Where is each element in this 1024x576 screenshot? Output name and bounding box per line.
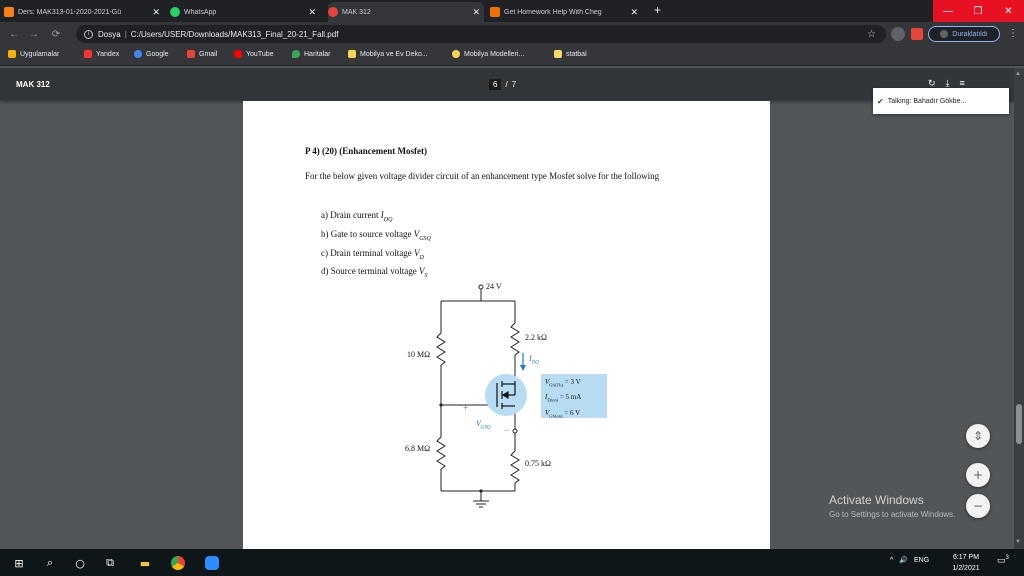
activate-windows-watermark <box>829 493 955 519</box>
chegg-icon <box>490 7 500 17</box>
scroll-thumb[interactable] <box>1016 404 1022 444</box>
chevron-down-icon[interactable]: ✔ <box>877 96 884 106</box>
task-view-icon[interactable]: ⧉ <box>106 556 114 569</box>
close-icon[interactable]: ✕ <box>472 6 480 17</box>
tab-chegg[interactable] <box>490 2 642 22</box>
spec-vgsth: $V_{GS(Th)} = 3$ V <box>545 378 581 388</box>
list-item: b) Gate to source voltage $V_{GSQ}$ <box>321 228 431 242</box>
supply-terminal <box>479 285 483 289</box>
watermark-subtitle: Go to Settings to activate Windows. <box>829 510 956 519</box>
page-indicator <box>489 78 516 91</box>
circuit-diagram <box>243 101 770 549</box>
bookmark-label: Gmail <box>199 50 218 58</box>
page-number-input[interactable]: 6 <box>489 79 501 90</box>
resistor-rs <box>511 451 519 483</box>
cortana-icon[interactable]: ○ <box>75 556 85 570</box>
download-icon[interactable]: ⤓ <box>945 78 950 88</box>
clock-date: 1/2/2021 <box>952 565 980 572</box>
chrome-icon <box>171 556 185 570</box>
youtube-icon <box>234 50 242 58</box>
browser-toolbar <box>0 22 1024 46</box>
search-icon[interactable]: ⌕ <box>46 556 54 569</box>
reload-icon[interactable]: ⟳ <box>51 28 61 40</box>
talking-label: Talking: Bahadır Gökbe... <box>887 97 967 105</box>
avatar <box>940 30 948 38</box>
resistor-rd <box>511 323 519 355</box>
bookmark-label: Haritalar <box>304 50 331 58</box>
pdf-page <box>243 101 770 549</box>
vgsq-plus: + <box>463 403 469 413</box>
scroll-down-icon[interactable]: ▼ <box>1015 539 1021 545</box>
address-prefix: Dosya <box>98 29 121 39</box>
tab-whatsapp[interactable] <box>170 2 320 22</box>
tab-label: MAK 312 <box>342 8 371 16</box>
whatsapp-icon <box>170 7 180 17</box>
r1-label: 10 MΩ <box>407 350 431 359</box>
pdf-toolbar <box>0 68 1024 100</box>
address-separator: | <box>124 29 127 39</box>
moodle-icon <box>4 7 14 17</box>
bookmark-label: statbal <box>566 50 587 58</box>
talking-indicator[interactable] <box>873 88 1009 114</box>
spec-vgson: $V_{GS(on)} = 6$ V <box>545 408 581 419</box>
bookmark-maps[interactable] <box>292 50 330 58</box>
tab-mak312[interactable] <box>328 2 484 22</box>
menu-icon[interactable]: ⋮ <box>1008 28 1018 39</box>
info-icon[interactable]: i <box>84 30 93 39</box>
address-bar[interactable] <box>76 25 886 43</box>
gmail-icon <box>187 50 195 58</box>
fit-icon: ⇕ <box>972 429 984 443</box>
close-icon[interactable]: ✕ <box>308 6 316 17</box>
watermark-title: Activate Windows <box>829 493 924 507</box>
pdf-tab-icon <box>328 7 338 17</box>
google-icon <box>134 50 142 58</box>
new-tab-button[interactable]: + <box>654 3 662 17</box>
notification-icon[interactable]: ▭$^3$ <box>997 555 1009 565</box>
list-item: d) Source terminal voltage $V_S$ <box>321 266 428 280</box>
bookmark-label: Google <box>146 50 169 58</box>
rs-label: 0.75 kΩ <box>525 459 551 468</box>
print-icon[interactable]: ≡ <box>959 78 965 88</box>
page-total: 7 <box>511 80 517 89</box>
bookmark-star-icon[interactable]: ☆ <box>867 28 876 40</box>
bookmark-mobilya-dekor[interactable] <box>348 50 428 58</box>
apps-grid-icon <box>8 50 16 58</box>
spec-text <box>545 376 581 422</box>
extension-icon[interactable] <box>891 27 905 41</box>
bookmark-label: Uygulamalar <box>20 50 60 58</box>
bookmark-label: YouTube <box>246 50 274 58</box>
file-explorer-icon[interactable]: ▬ <box>139 556 151 570</box>
list-item: c) Drain terminal voltage $V_D$ <box>321 247 424 261</box>
resistor-r1 <box>437 333 445 365</box>
rotate-icon[interactable]: ↻ <box>928 78 936 88</box>
zoom-out-button[interactable] <box>966 494 990 518</box>
bookmark-label: Mobilya ve Ev Deko... <box>360 50 428 58</box>
bookmark-youtube[interactable] <box>234 50 274 58</box>
clock[interactable] <box>950 552 982 574</box>
bookmark-apps[interactable] <box>8 50 59 58</box>
bookmark-label: Mobilya Modelleri... <box>464 50 525 58</box>
heart-icon <box>452 50 460 58</box>
system-tray <box>890 556 929 564</box>
maps-icon <box>292 50 300 58</box>
tab-strip <box>0 0 1024 22</box>
back-icon[interactable]: ← <box>9 28 19 40</box>
bookmark-yandex[interactable] <box>84 50 119 58</box>
chrome-taskbar-icon[interactable] <box>169 554 187 572</box>
zoom-taskbar-icon[interactable] <box>203 554 221 572</box>
zoom-app-icon <box>205 556 219 570</box>
vgsq-minus: − <box>504 425 510 435</box>
chevron-up-icon[interactable]: ^ <box>890 556 894 564</box>
store-icon <box>348 50 356 58</box>
windows-start-icon[interactable]: ⊞ <box>14 556 24 570</box>
supply-label: 24 V <box>486 282 502 291</box>
bookmarks-bar <box>0 46 1024 66</box>
minus-icon: − <box>972 499 984 513</box>
page-separator: / <box>505 80 508 89</box>
folder-icon <box>554 50 562 58</box>
resistor-r2 <box>437 437 445 469</box>
minimize-button[interactable]: — <box>933 0 963 22</box>
language-indicator[interactable]: ENG <box>914 556 930 564</box>
rd-label: 2.2 kΩ <box>525 333 547 342</box>
tab-label: WhatsApp <box>184 8 217 16</box>
bookmark-statbal[interactable] <box>554 50 587 58</box>
pdf-title: MAK 312 <box>16 80 50 89</box>
scrollbar[interactable] <box>1014 68 1024 549</box>
profile-paused-button[interactable] <box>928 26 1000 42</box>
tab-label: Get Homework Help With Cheg <box>504 8 602 16</box>
taskbar <box>0 549 1024 576</box>
clock-time: 6:17 PM <box>952 554 980 561</box>
zoom-in-button[interactable] <box>966 463 990 487</box>
notification-count: 3 <box>1005 555 1009 561</box>
fit-page-button[interactable] <box>966 424 990 448</box>
speaker-icon[interactable]: 🔊 <box>899 557 909 564</box>
record-extension-icon[interactable] <box>911 28 923 40</box>
yandex-icon <box>84 50 92 58</box>
address-url: C:/Users/USER/Downloads/MAK313_Final_20-21_Fall.pdf <box>130 29 339 39</box>
problem-heading: P 4) (20) (Enhancement Mosfet) <box>305 146 427 156</box>
problem-description: For the below given voltage divider circuit of an enhancement type Mosfet solve for the following <box>305 171 660 181</box>
close-icon[interactable]: ✕ <box>630 6 638 17</box>
r2-label: 6.8 MΩ <box>405 444 431 453</box>
list-item: a) Drain current $I_{DQ}$ <box>321 210 393 223</box>
bookmark-google[interactable] <box>134 50 169 58</box>
vgsq-label: $V_{GSQ}$ <box>476 419 491 431</box>
scroll-up-icon[interactable]: ▲ <box>1015 71 1021 77</box>
tab-moodle[interactable] <box>4 2 164 22</box>
tab-label: Ders: MAK313-01-2020-2021-Gü <box>18 8 122 16</box>
plus-icon: + <box>972 468 984 482</box>
close-window-button[interactable]: ✕ <box>993 0 1024 22</box>
close-icon[interactable]: ✕ <box>152 6 160 17</box>
bookmark-label: Yandex <box>96 50 120 58</box>
idq-label: $I_{DQ}$ <box>529 354 539 366</box>
forward-icon[interactable]: → <box>29 28 39 40</box>
bookmark-gmail[interactable] <box>187 50 217 58</box>
maximize-button[interactable]: ❐ <box>963 0 993 22</box>
bookmark-mobilya-modelleri[interactable] <box>452 50 524 58</box>
spec-idon: $I_{D(on)} = 5$ mA <box>545 393 582 403</box>
profile-paused-label: Duraklatıldı <box>952 30 988 38</box>
